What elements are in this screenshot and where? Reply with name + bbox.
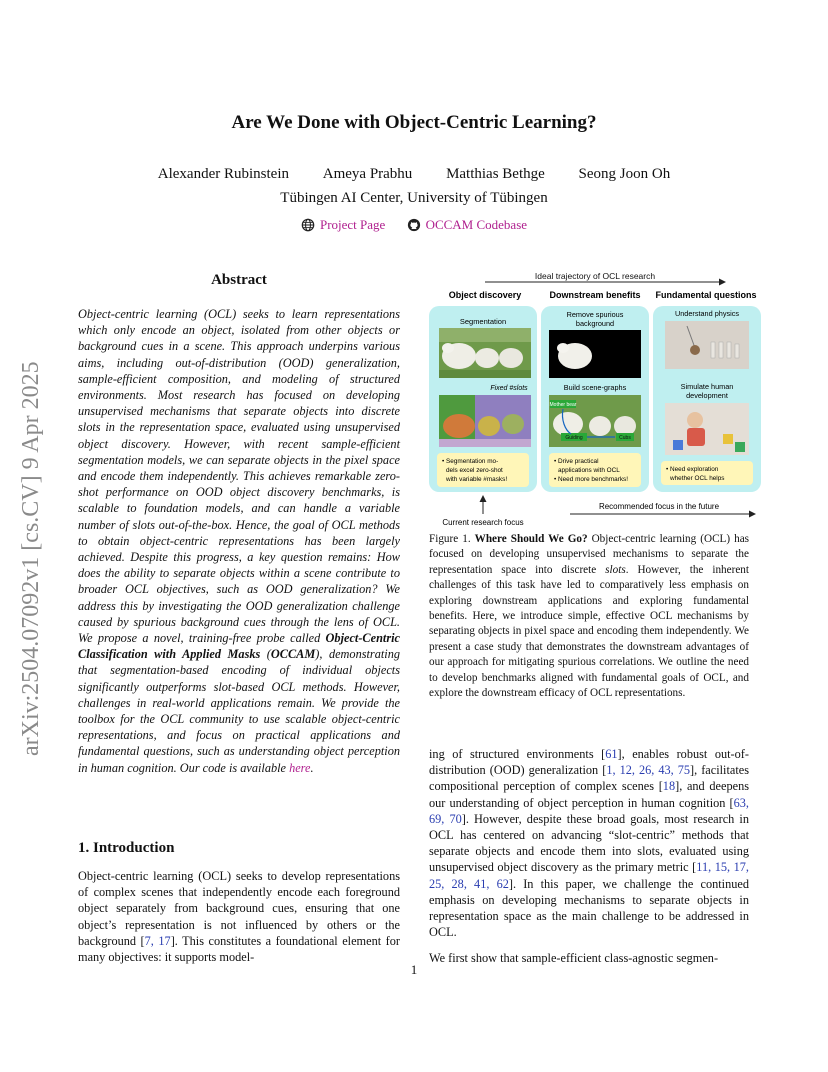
- paper-title: Are We Done with Object-Centric Learning?: [231, 112, 597, 133]
- intro-paragraph: ing of structured environments [61], enables robust out-of-distribution (OOD) generalization [1, 12, 26, 43, 75], facilitates compositional perception of complex scenes [18], and deepens our understanding of object perception in human cognition [63, 69, 70]. However, despite these broad goals, most research in OCL has centered on advancing “slot-centric” methods that separate objects and encode them into slots, evaluated using unsupervised object discovery as the primary metric [11, 15, 17, 25, 28, 41, 62]. In this paper, we challenge the continued emphasis on developing mechanisms to separate objects in representation space as the main challenge to be addressed in OCL.: [429, 747, 749, 940]
- trajectory-label: Ideal trajectory of OCL research: [534, 271, 656, 281]
- affiliation: Tübingen AI Center, University of Tübingen: [280, 190, 548, 206]
- simulate-label: Simulate human: [680, 382, 734, 391]
- physics-label: Understand physics: [674, 309, 740, 318]
- bear-on-black-image: [549, 330, 641, 378]
- intro-paragraph: We first show that sample-efficient class-agnostic segmen-: [429, 951, 719, 966]
- github-icon: [407, 218, 421, 232]
- citation-link[interactable]: 11, 15, 17, 25, 28, 41, 62: [429, 860, 749, 891]
- codebase-link[interactable]: [407, 217, 527, 233]
- citation-link[interactable]: 1, 12, 26, 43, 75: [606, 763, 691, 778]
- caption-title: Where Should We Go?: [474, 533, 588, 545]
- remove-spurious-label: background: [575, 319, 615, 328]
- mother-bear-tag: Mother bear: [549, 402, 577, 408]
- child-playing-image: [665, 403, 749, 455]
- note-text: • Need more benchmarks!: [554, 476, 628, 483]
- figure-caption: Figure 1. Where Should We Go? Object-centric learning (OCL) has focused on developing unsupervised mechanisms to separate the representation space into discrete slots. However, the inherent challenges of this task have led to comparatively less emphasis on exploring downstream applications and exploring fundamental benefits. Here, we introduce simple, effective OCL mechanisms by separating objects in pixel space and encoding them independently. We present a case study that demonstrates the downstream advantages of our approach for mitigating spurious correlations. We outline the need to develop benchmarks aligned with fundamental goals of OCL, and explore the downstream efficacy of OCL representations.: [429, 533, 750, 700]
- segmentation-label: Segmentation: [459, 317, 507, 326]
- bears-photo: [439, 328, 531, 378]
- slot-masks-image: [439, 395, 531, 447]
- project-links: [0, 217, 828, 236]
- figure-1-diagram: [425, 268, 765, 530]
- citation-link[interactable]: 63, 69, 70: [429, 795, 749, 826]
- column-header: Object discovery: [448, 290, 522, 300]
- author-name: Matthias Bethge: [446, 166, 545, 182]
- abstract-heading: Abstract: [211, 272, 267, 288]
- guiding-tag: Guiding: [565, 435, 583, 441]
- note-text: dels excel zero-shot: [446, 467, 503, 474]
- note-text: whether OCL helps: [670, 475, 725, 482]
- column-header: Downstream benefits: [549, 290, 641, 300]
- figure-label: Figure 1.: [429, 533, 471, 545]
- occam-acronym: OCCAM: [270, 647, 316, 662]
- remove-spurious-label: Remove spurious: [566, 310, 624, 319]
- author-name: Ameya Prabhu: [322, 166, 413, 182]
- globe-icon: [301, 218, 315, 232]
- intro-paragraph: Object-centric learning (OCL) seeks to develop representations of complex scenes that independently encode each foreground object separately from background cues, ensuring that one object’s representation is not influenced by others or the background [7, 17]. This constitutes a foundational element for many objectives: it supports model-: [78, 869, 400, 965]
- physics-image: [665, 321, 749, 369]
- recommended-focus-label: Recommended focus in the future: [598, 502, 720, 511]
- abstract-text: Object-centric learning (OCL) seeks to learn representations which only encode an object, isolated from other objects or background cues in a scene. This approach underpins various aims, including out-of-distribution (OOD) generalization, sample-efficient composition, and modeling of structured environments. Most research has focused on developing unsupervised mechanisms that separate objects into discrete slots in the representation space, evaluated using unsupervised object discovery. However, with recent sample-efficient segmentation models, we can separate objects in the pixel space and encode them independently. This achieves remarkable zero-shot performance on OOD object discovery benchmarks, is scalable to foundation models, and can handle a variable number of slots out-of-the-box. Hence, the goal of OCL methods to obtain object-centric representations has been largely achieved. Despite this progress, a key question remains: How does the ability to separate objects within a scene contribute to broader OCL objectives, such as OOD generalization? We address this by investigating the OOD generalization challenge caused by spurious background cues through the lens of OCL. We propose a novel, training-free probe called Object-Centric Classification with Applied Masks (OCCAM), demonstrating that segmentation-based encoding of individual objects significantly outperforms slot-based OCL methods. However, challenges in real-world applications remain. We provide the toolbox for the OCL community to use scalable object-centric representations, and focus on practical applications and fundamental questions, such as understanding object perception in human cognition. Our code is available here.: [78, 307, 400, 775]
- citation-link[interactable]: 7, 17: [144, 933, 171, 948]
- fixed-slots-label: Fixed #slots: [490, 385, 528, 392]
- note-text: applications with OCL: [558, 467, 620, 474]
- scene-graph-label: Build scene-graphs: [563, 383, 627, 392]
- note-text: • Segmentation mo-: [442, 458, 499, 465]
- simulate-label: development: [686, 391, 728, 400]
- citation-link[interactable]: 18: [662, 779, 676, 794]
- note-text: with variable #masks!: [446, 476, 508, 483]
- note-text: • Need exploration: [666, 466, 719, 473]
- author-name: Alexander Rubinstein: [157, 166, 289, 182]
- current-focus-label: Current research focus: [442, 518, 524, 527]
- note-text: • Drive practical: [554, 458, 599, 465]
- section-heading: 1. Introduction: [78, 840, 175, 856]
- codebase-label: OCCAM Codebase: [425, 217, 528, 232]
- code-link[interactable]: here: [289, 760, 311, 775]
- project-page-label: Project Page: [319, 217, 386, 232]
- page-number: 1: [410, 962, 418, 977]
- citation-link[interactable]: 61: [605, 747, 618, 761]
- cubs-tag: Cubs: [619, 435, 631, 441]
- intro-continuation: [429, 746, 749, 967]
- author-list: [0, 166, 828, 183]
- column-header: Fundamental questions: [655, 290, 757, 300]
- arxiv-stamp: [14, 290, 46, 760]
- project-page-link[interactable]: [301, 217, 385, 233]
- occam-full-name: Object-Centric Classification with Applied Masks: [78, 631, 400, 662]
- arxiv-stamp-text: arXiv:2504.07092v1 [cs.CV] 9 Apr 2025: [18, 361, 44, 756]
- author-name: Seong Joon Oh: [578, 166, 671, 182]
